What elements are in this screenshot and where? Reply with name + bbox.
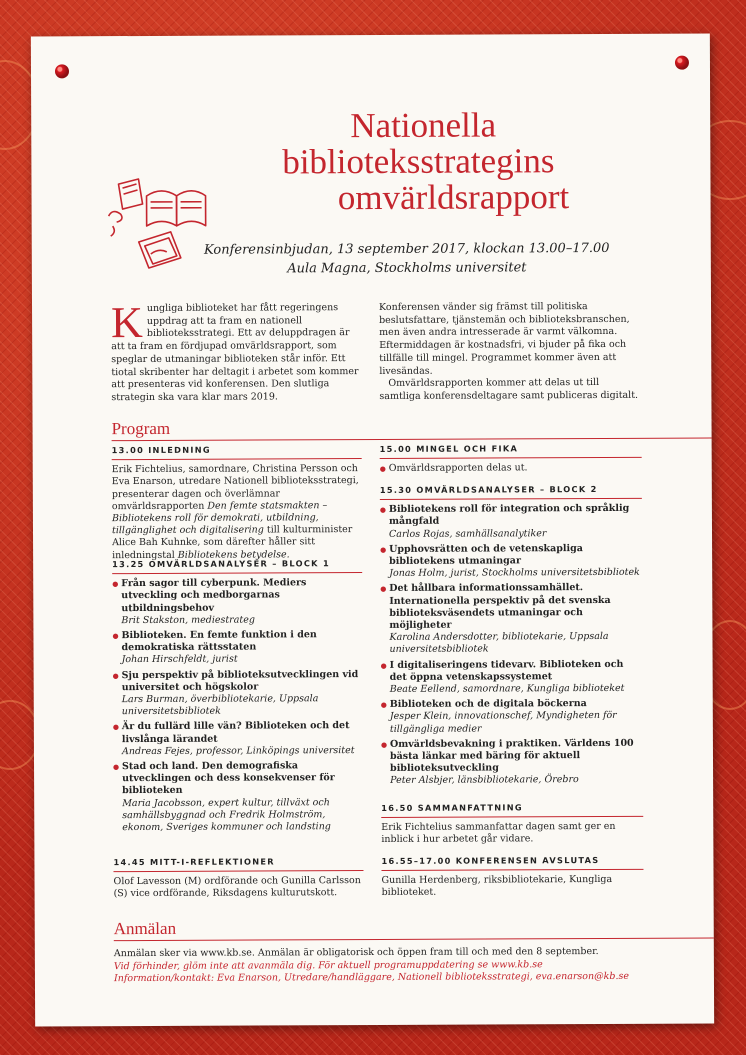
registration-divider	[114, 938, 714, 942]
session-text: Olof Lavesson (M) ordförande och Gunilla Carlsson (S) vice ordförande, Riksdagens kulturutskott.	[113, 875, 361, 900]
registration-contact: Information/kontakt: Eva Enarson, Utredare/handläggare, Nationell biblioteksstrategi, eva.enarson@kb.se	[113, 970, 630, 985]
list-item: ● Omvärldsbevakning i praktiken. Världens 100 bästa länkar med bäring för aktuell biblioteksutveckling Peter Alsbjer, länsbibliotekarie, Örebro	[381, 738, 643, 788]
list-item: ● Biblioteken. En femte funktion i den demokratiska rättsstaten Johan Hirschfeldt, jurist	[112, 629, 362, 667]
session-heading: 13.00 INLEDNING	[112, 443, 362, 460]
list-item: ● Sju perspektiv på biblioteksutvecklingen vid universitet och högskolor Lars Burman, överbibliotekarie, Uppsala universitetsbibliotek	[113, 669, 363, 719]
list-item: ● Från sagor till cyberpunk. Mediers utveckling och medborgarnas utbildningsbehov Brit Stakston, mediestrateg	[112, 577, 362, 627]
session-heading: 15.30 OMVÄRLDSANALYSER – BLOCK 2	[380, 483, 642, 500]
intro-paragraph: Konferensen vänder sig främst till politiska beslutsfattare, tjänstemän och biblioteksbranschen, men även andra intresserade är varmt välkomna. Eftermiddagen är kostnadsfri, vi bjuder på fika och tillfälle till mingel. Programmet kommer även att livesändas.	[379, 301, 630, 377]
list-item: ● Omvärldsrapporten delas ut.	[380, 462, 642, 475]
list-item: ● Stad och land. Den demografiska utvecklingen och dess konsekvenser för biblioteken Maria Jacobsson, expert kultur, tillväxt och samhällsbyggnad och Fredrik Holmström, ekonom, Sveriges kommuner och landsting	[113, 760, 363, 834]
session-text: Gunilla Herdenberg, riksbibliotekarie, Kungliga biblioteket.	[381, 874, 613, 899]
intro-text: ungliga biblioteket har fått regeringens uppdrag att ta fram en nationell biblioteksstrategi. Ett av deluppdragen är att ta fram en fördjupad omvärldsrapport, som speglar de utmaningar biblioteken står inför. Ett tiotal skribenter har deltagit i arbetet som kommer att presenteras vid konferensen. Den slutliga strategin ska vara klar mars 2019.	[111, 302, 359, 404]
session-heading: 14.45 MITT-I-REFLEKTIONER	[113, 855, 363, 872]
drop-cap: K	[110, 298, 143, 348]
pushpin-icon	[55, 64, 69, 78]
intro-left-column	[110, 298, 361, 405]
session-1445	[113, 855, 363, 901]
subtitle-venue: Aula Magna, Stockholms universitet	[287, 260, 527, 277]
intro-paragraph: Omvärldsrapporten kommer att delas ut till samtliga konferensdeltagare samt publiceras digitalt.	[379, 377, 639, 402]
session-1325	[112, 557, 363, 837]
session-heading: 15.00 MINGEL OCH FIKA	[380, 442, 642, 459]
title-line: biblioteksstrategins	[282, 141, 555, 182]
session-text: Erik Fichtelius, samordnare, Christina Persson och Eva Enarson, utredare Nationell biblioteksstrategi, presenterar dagen och överlämnar omvärldsrapporten Den femte statsmakten – Bibliotekens roll för demokrati, utbildning, tillgänglighet och digitalisering till kulturminister Alice Bah Kuhnke, som därefter håller sitt inledningstal Bibliotekens betydelse.	[111, 463, 359, 561]
subtitle-date: Konferensinbjudan, 13 september 2017, klockan 13.00–17.00	[203, 240, 610, 258]
pushpin-icon	[675, 56, 689, 70]
intro-right-column	[379, 301, 641, 404]
session-1500	[380, 442, 642, 479]
session-text: Erik Fichtelius sammanfattar dagen samt ger en inblick i hur arbetet går vidare.	[381, 821, 616, 846]
list-item: ● Bibliotekens roll för integration och språklig mångfald Carlos Rojas, samhällsanalytiker	[380, 503, 642, 541]
list-item: ● Upphovsrätten och de vetenskapliga bibliotekens utmaningar Jonas Holm, jurist, Stockholms universitetsbibliotek	[380, 543, 642, 581]
session-1530	[380, 483, 643, 791]
program-heading: Program	[111, 418, 171, 439]
registration-heading: Anmälan	[113, 918, 177, 939]
session-heading: 16.55–17.00 KONFERENSEN AVSLUTAS	[381, 854, 643, 871]
session-1650	[381, 801, 643, 847]
session-heading: 16.50 SAMMANFATTNING	[381, 801, 643, 818]
poster-sheet	[31, 34, 714, 1027]
session-1655	[381, 854, 643, 900]
conference-subtitle	[172, 239, 642, 279]
list-item: ● Biblioteken och de digitala böckerna Jesper Klein, innovationschef, Myndigheten för tillgängliga medier	[381, 698, 643, 736]
session-heading: 13.25 OMVÄRLDSANALYSER – BLOCK 1	[112, 557, 362, 574]
title-line: Nationella	[350, 105, 497, 146]
list-item: ● Det hållbara informationssamhället. Internationella perspektiv på det svenska biblioteksväsendets utmaningar och möjligheter Karolina Andersdotter, bibliotekarie, Uppsala universitetsbibliotek	[380, 582, 642, 656]
list-item: ● Är du fullärd lille vän? Biblioteken och det livslånga lärandet Andreas Fejes, professor, Linköpings universitet	[113, 720, 363, 758]
list-item: ● I digitaliseringens tidevarv. Biblioteken och det öppna vetenskapssystemet Beate Eellend, samordnare, Kungliga biblioteket	[381, 658, 643, 696]
session-1300	[112, 443, 363, 562]
registration-note: Vid förhinder, glöm inte att avanmäla dig. För aktuell programuppdatering se www.kb.se	[113, 958, 543, 972]
registration-info	[114, 946, 674, 986]
title-line: omvärldsrapport	[337, 177, 570, 218]
registration-line: Anmälan sker via www.kb.se. Anmälan är obligatorisk och öppen fram till och med den 8 september.	[113, 946, 599, 960]
program-divider	[112, 438, 712, 442]
